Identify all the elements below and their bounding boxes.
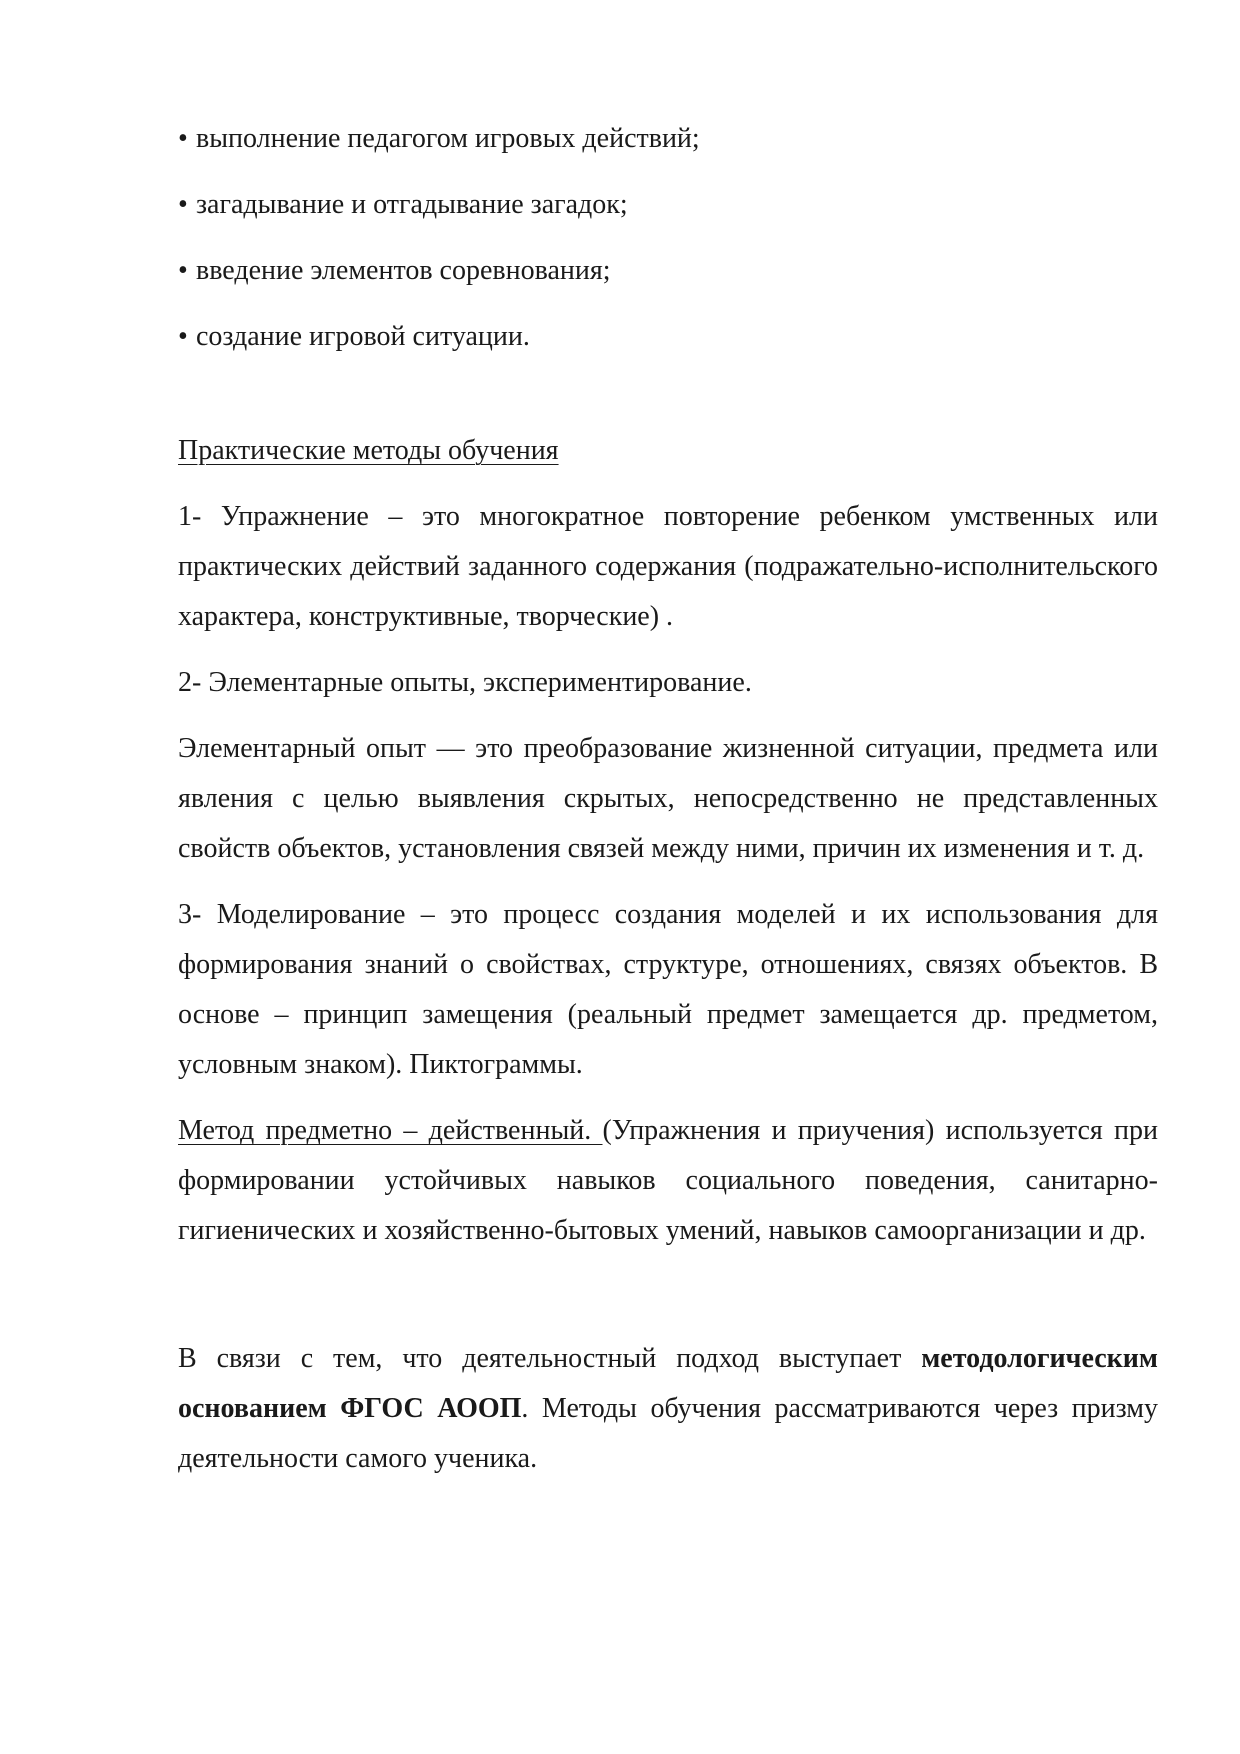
exercise-paragraph: 1- Упражнение – это многократное повторение ребенком умственных или практических действий заданного содержания (подражательно-исполнительского характера, конструктивные, творческие) . bbox=[178, 501, 1158, 632]
experiments-paragraph: 2- Элементарные опыты, экспериментирование. bbox=[178, 667, 752, 698]
list-item-text: введение элементов соревнования; bbox=[196, 255, 611, 286]
conclusion-start: В связи с тем, что деятельностный подход выступает bbox=[178, 1343, 922, 1374]
list-item-text: создание игровой ситуации. bbox=[196, 321, 530, 352]
method-paragraph bbox=[178, 1106, 1158, 1256]
experience-paragraph: Элементарный опыт — это преобразование жизненной ситуации, предмета или явления с целью выявления скрытых, непосредственно не представленных свойств объектов, установления связей между ними, причин их изменения и т. д. bbox=[178, 733, 1158, 864]
bullet-icon: • bbox=[178, 123, 188, 154]
modeling-paragraph: 3- Моделирование – это процесс создания моделей и их использования для формирования знаний о свойствах, структуре, отношениях, связях объектов. В основе – принцип замещения (реальный предмет замещается др. предметом, условным знаком). Пиктограммы. bbox=[178, 899, 1158, 1080]
list-item bbox=[178, 246, 1158, 296]
method-text: (Упражнения и приучения) используется при формировании устойчивых навыков социального поведения, санитарно-гигиенических и хозяйственно-бытовых умений, навыков самоорганизации и др. bbox=[178, 1115, 1158, 1246]
bullet-icon: • bbox=[178, 189, 188, 220]
conclusion-bold: методологическим основанием ФГОС АООП bbox=[178, 1343, 1158, 1424]
method-label: Метод предметно – действенный. bbox=[178, 1115, 603, 1146]
list-item bbox=[178, 114, 1158, 164]
list-item-text: загадывание и отгадывание загадок; bbox=[196, 189, 628, 220]
bullet-icon: • bbox=[178, 321, 188, 352]
bullet-icon: • bbox=[178, 255, 188, 286]
list-item bbox=[178, 312, 1158, 362]
list-item-text: выполнение педагогом игровых действий; bbox=[196, 123, 700, 154]
list-item bbox=[178, 180, 1158, 230]
conclusion-paragraph bbox=[178, 1334, 1158, 1484]
conclusion-end: . Методы обучения рассматриваются через призму деятельности самого ученика. bbox=[178, 1393, 1159, 1474]
game-techniques-list bbox=[178, 114, 1158, 362]
section-heading: Практические методы обучения bbox=[178, 435, 559, 466]
document-page bbox=[178, 114, 1158, 1484]
